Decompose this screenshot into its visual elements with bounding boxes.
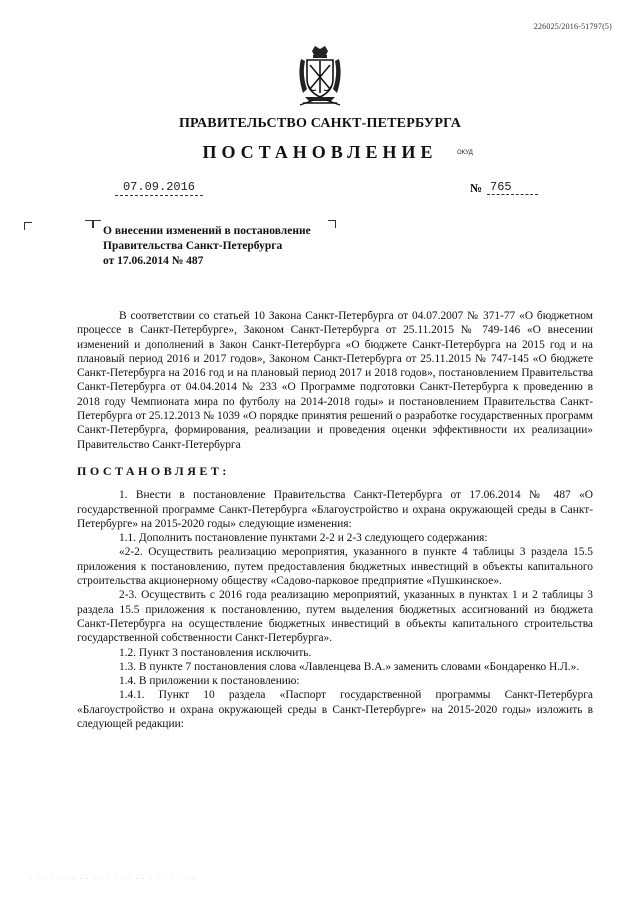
paragraph-1-3: 1.3. В пункте 7 постановления слова «Лавленцева В.А.» заменить словами «Бондаренко Н.Л.». — [119, 660, 580, 673]
subject-line: от 17.06.2014 № 487 — [103, 255, 204, 267]
document-type-title: ПОСТАНОВЛЕНИЕ — [202, 142, 438, 162]
paragraph-1-4: 1.4. В приложении к постановлению: — [119, 675, 300, 688]
document-id: 226025/2016-51797(5) — [533, 22, 612, 31]
footer-scan-marks: · · · · · · · · · · · · · · · · · · · · · · · · — [30, 876, 196, 882]
paragraph-1-2: 1.2. Пункт 3 постановления исключить. — [119, 646, 312, 659]
corner-mark — [85, 220, 93, 228]
paragraph-1: 1. Внести в постановление Правительства Санкт-Петербурга от 17.06.2014 № 487 «О государственной программе Санкт-Петербурга «Благоустройство и охрана окружающей среды в Санкт-Петербурге» на 2015-2020 годы» следующие изменения: — [77, 489, 593, 530]
government-title: ПРАВИТЕЛЬСТВО САНКТ-ПЕТЕРБУРГА — [178, 116, 462, 131]
paragraph-2-3: 2-3. Осуществить с 2016 года реализацию мероприятий, указанных в пунктах 1 и 2 таблицы 3 раздела 15.5 приложения к постановлению, путем выделения бюджетных ассигнований из бюджета Санкт-Петербурга на осуществление бюджетных инвестиций в объекты капитального строительства государственной собственности Санкт-Петербурга». — [77, 589, 593, 645]
okud-label: ОКУД — [457, 150, 473, 156]
spb-coat-of-arms-icon — [295, 45, 345, 107]
document-number: 765 — [487, 180, 538, 195]
preamble-paragraph: В соответствии со статьей 10 Закона Санкт-Петербурга от 04.07.2007 № 371-77 «О бюджетном процессе в Санкт-Петербурге», Законом Санкт-Петербурга от 25.11.2015 № 749-146 «О внесении изменений и дополнений в Закон Санкт-Петербурга «О бюджете Санкт-Петербурга на 2015 год и на плановый период 2016 и 2017 годов», Законом Санкт-Петербурга от 25.11.2015 № 747-145 «О бюджете Санкт-Петербурга на 2016 год и на плановый период 2017 и 2018 годов», постановлением Правительства Санкт-Петербурга от 04.04.2014 № 233 «О Программе подготовки Санкт-Петербурга к проведению в 2018 году Чемпионата мира по футболу на 2014-2018 годы» и постановлением Правительства Санкт-Петербурга от 25.12.2013 № 1039 «О порядке принятия решений о разработке государственных программ Санкт-Петербурга, формирования, реализации и проведения оценки эффективности их реализации» Правительство Санкт-Петербурга — [77, 310, 593, 451]
number-label: № — [470, 181, 483, 195]
document-body — [77, 309, 593, 731]
paragraph-2-2: «2-2. Осуществить реализацию мероприятия, указанного в пункте 4 таблицы 3 раздела 15.5 приложения к постановлению, путем предоставления бюджетных инвестиций в объекты капитального строительства акционерному обществу «Садово-парковое предприятие «Пушкинское». — [77, 546, 593, 588]
document-subject — [103, 224, 363, 269]
subject-line: О внесении изменений в постановление — [103, 225, 311, 237]
paragraph-1-1: 1.1. Дополнить постановление пунктами 2-2 и 2-3 следующего содержания: — [119, 532, 488, 545]
document-date: 07.09.2016 — [115, 180, 203, 196]
corner-mark — [24, 222, 32, 230]
paragraph-1-4-1: 1.4.1. Пункт 10 раздела «Паспорт государственной программы Санкт-Петербурга «Благоустройство и охрана окружающей среды в Санкт-Петербурге» на 2015-2020 годы» изложить в следующей редакции: — [77, 689, 593, 731]
subject-line: Правительства Санкт-Петербурга — [103, 240, 283, 252]
corner-mark — [93, 220, 101, 228]
decree-heading: ПОСТАНОВЛЯЕТ: — [77, 463, 230, 478]
